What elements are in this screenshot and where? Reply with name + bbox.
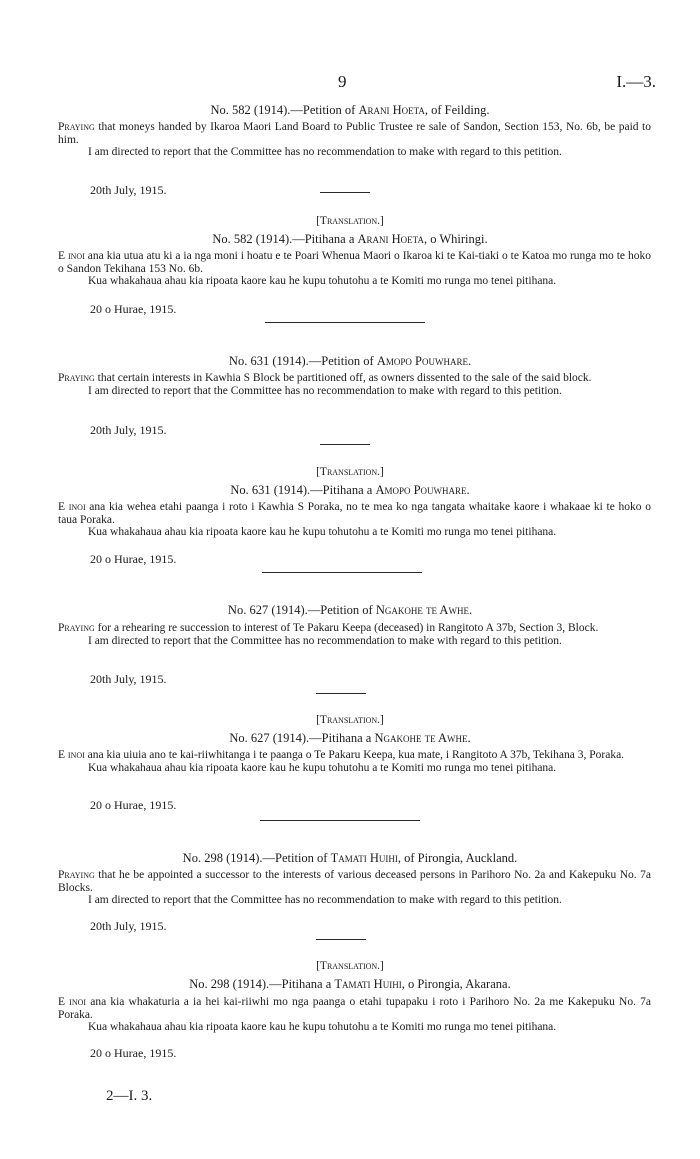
translation-label: [Translation.]	[316, 215, 384, 227]
committee-report: Kua whakahaua ahau kia ripoata kaore kau he kupu tohutohu a te Komiti mo runga mo tenei pitihana.	[88, 275, 557, 288]
section-divider	[262, 572, 422, 573]
committee-report: I am directed to report that the Committee has no recommendation to make with regard to this petition.	[88, 146, 562, 159]
petition-body: E inoi ana kia wehea etahi paanga i roto i Kawhia S Poraka, no te mea ko nga tangata whaitake kaore i whakaae ki te hoko o taua Poraka. Kua whakahaua ahau kia ripoata kaore kau he kupu tohutohu a te Komiti mo runga mo tenei pitihana.	[58, 501, 651, 539]
petition-body: Praying that certain interests in Kawhia S Block be partitioned off, as owners dissented to the sale of the said block. I am directed to report that the Committee has no recommendation to make with regard to this petition.	[58, 372, 651, 397]
petition-date: 20th July, 1915.	[90, 183, 167, 197]
translation-label: [Translation.]	[316, 466, 384, 478]
petition-title: No. 631 (1914).—Petition of Amopo Pouwhare.	[228, 354, 472, 368]
page-header	[0, 72, 700, 96]
signature-mark: 2—I. 3.	[106, 1088, 153, 1104]
petition-title: No. 298 (1914).—Pitihana a Tamati Huihi, o Pirongia, Akarana.	[189, 977, 511, 991]
petition-body: Praying that he be appointed a successor to the interests of various deceased persons in Parihoro No. 2a and Kakepuku No. 7a Blocks. I am directed to report that the Committee has no recommendation to make with regard to this petition.	[58, 869, 651, 907]
petition-date: 20th July, 1915.	[90, 423, 167, 437]
section-divider	[265, 322, 425, 323]
petition-date: 20 o Hurae, 1915.	[90, 302, 177, 316]
translation-label: [Translation.]	[316, 960, 384, 972]
section-divider	[316, 693, 366, 694]
paper-reference: I.—3.	[616, 72, 656, 91]
petition-date: 20 o Hurae, 1915.	[90, 1046, 177, 1060]
petition-title: No. 631 (1914).—Pitihana a Amopo Pouwhare.	[230, 483, 470, 497]
petition-date: 20 o Hurae, 1915.	[90, 552, 177, 566]
committee-report: I am directed to report that the Committee has no recommendation to make with regard to this petition.	[88, 634, 562, 647]
committee-report: Kua whakahaua ahau kia ripoata kaore kau he kupu tohutohu a te Komiti mo runga mo tenei pitihana.	[88, 761, 557, 774]
petition-date: 20th July, 1915.	[90, 919, 167, 933]
petition-date: 20th July, 1915.	[90, 672, 167, 686]
committee-report: Kua whakahaua ahau kia ripoata kaore kau he kupu tohutohu a te Komiti mo runga mo tenei pitihana.	[88, 1021, 557, 1034]
section-divider	[316, 939, 366, 940]
committee-report: Kua whakahaua ahau kia ripoata kaore kau he kupu tohutohu a te Komiti mo runga mo tenei pitihana.	[88, 526, 557, 539]
section-divider	[320, 444, 370, 445]
petition-title: No. 582 (1914).—Petition of Arani Hoeta, of Feilding.	[210, 103, 490, 117]
petition-title: No. 627 (1914).—Petition of Ngakohe te Awhe.	[227, 603, 473, 617]
petition-body: Praying that moneys handed by Ikaroa Maori Land Board to Public Trustee re sale of Sandon, Section 153, No. 6b, be paid to him. I am directed to report that the Committee has no recommendation to make with regard to this petition.	[58, 121, 651, 159]
petition-title: No. 298 (1914).—Petition of Tamati Huihi, of Pirongia, Auckland.	[182, 851, 518, 865]
committee-report: I am directed to report that the Committee has no recommendation to make with regard to this petition.	[88, 894, 562, 907]
petition-body: E inoi ana kia whakaturia a ia hei kai-riiwhi mo nga paanga o etahi tupapaku i roto i Parihoro No. 2a me Kakepuku No. 7a Poraka. Kua whakahaua ahau kia ripoata kaore kau he kupu tohutohu a te Komiti mo runga mo tenei pitihana.	[58, 996, 651, 1034]
petition-body: Praying for a rehearing re succession to interest of Te Pakaru Keepa (deceased) in Rangitoto A 37b, Section 3, Block. I am directed to report that the Committee has no recommendation to make with regard to this petition.	[58, 622, 651, 647]
committee-report: I am directed to report that the Committee has no recommendation to make with regard to this petition.	[88, 384, 562, 397]
petition-title: No. 627 (1914).—Pitihana a Ngakohe te Awhe.	[229, 731, 471, 745]
section-divider	[260, 820, 420, 821]
petition-date: 20 o Hurae, 1915.	[90, 798, 177, 812]
section-divider	[320, 192, 370, 193]
petition-title: No. 582 (1914).—Pitihana a Arani Hoeta, o Whiringi.	[212, 232, 488, 246]
petition-body: E inoi ana kia utua atu ki a ia nga moni i hoatu e te Poari Whenua Maori o Ikaroa ki te Kai-tiaki o te Katoa mo runga mo te hoko o Sandon Tekihana 153 No. 6b. Kua whakahaua ahau kia ripoata kaore kau he kupu tohutohu a te Komiti mo runga mo tenei pitihana.	[58, 250, 651, 288]
page-number: 9	[338, 72, 347, 91]
translation-label: [Translation.]	[316, 714, 384, 726]
petition-body: E inoi ana kia uiuia ano te kai-riiwhitanga i te paanga o Te Pakaru Keepa, kua mate, i Rangitoto A 37b, Tekihana 3, Poraka. Kua whakahaua ahau kia ripoata kaore kau he kupu tohutohu a te Komiti mo runga mo tenei pitihana.	[58, 749, 651, 774]
